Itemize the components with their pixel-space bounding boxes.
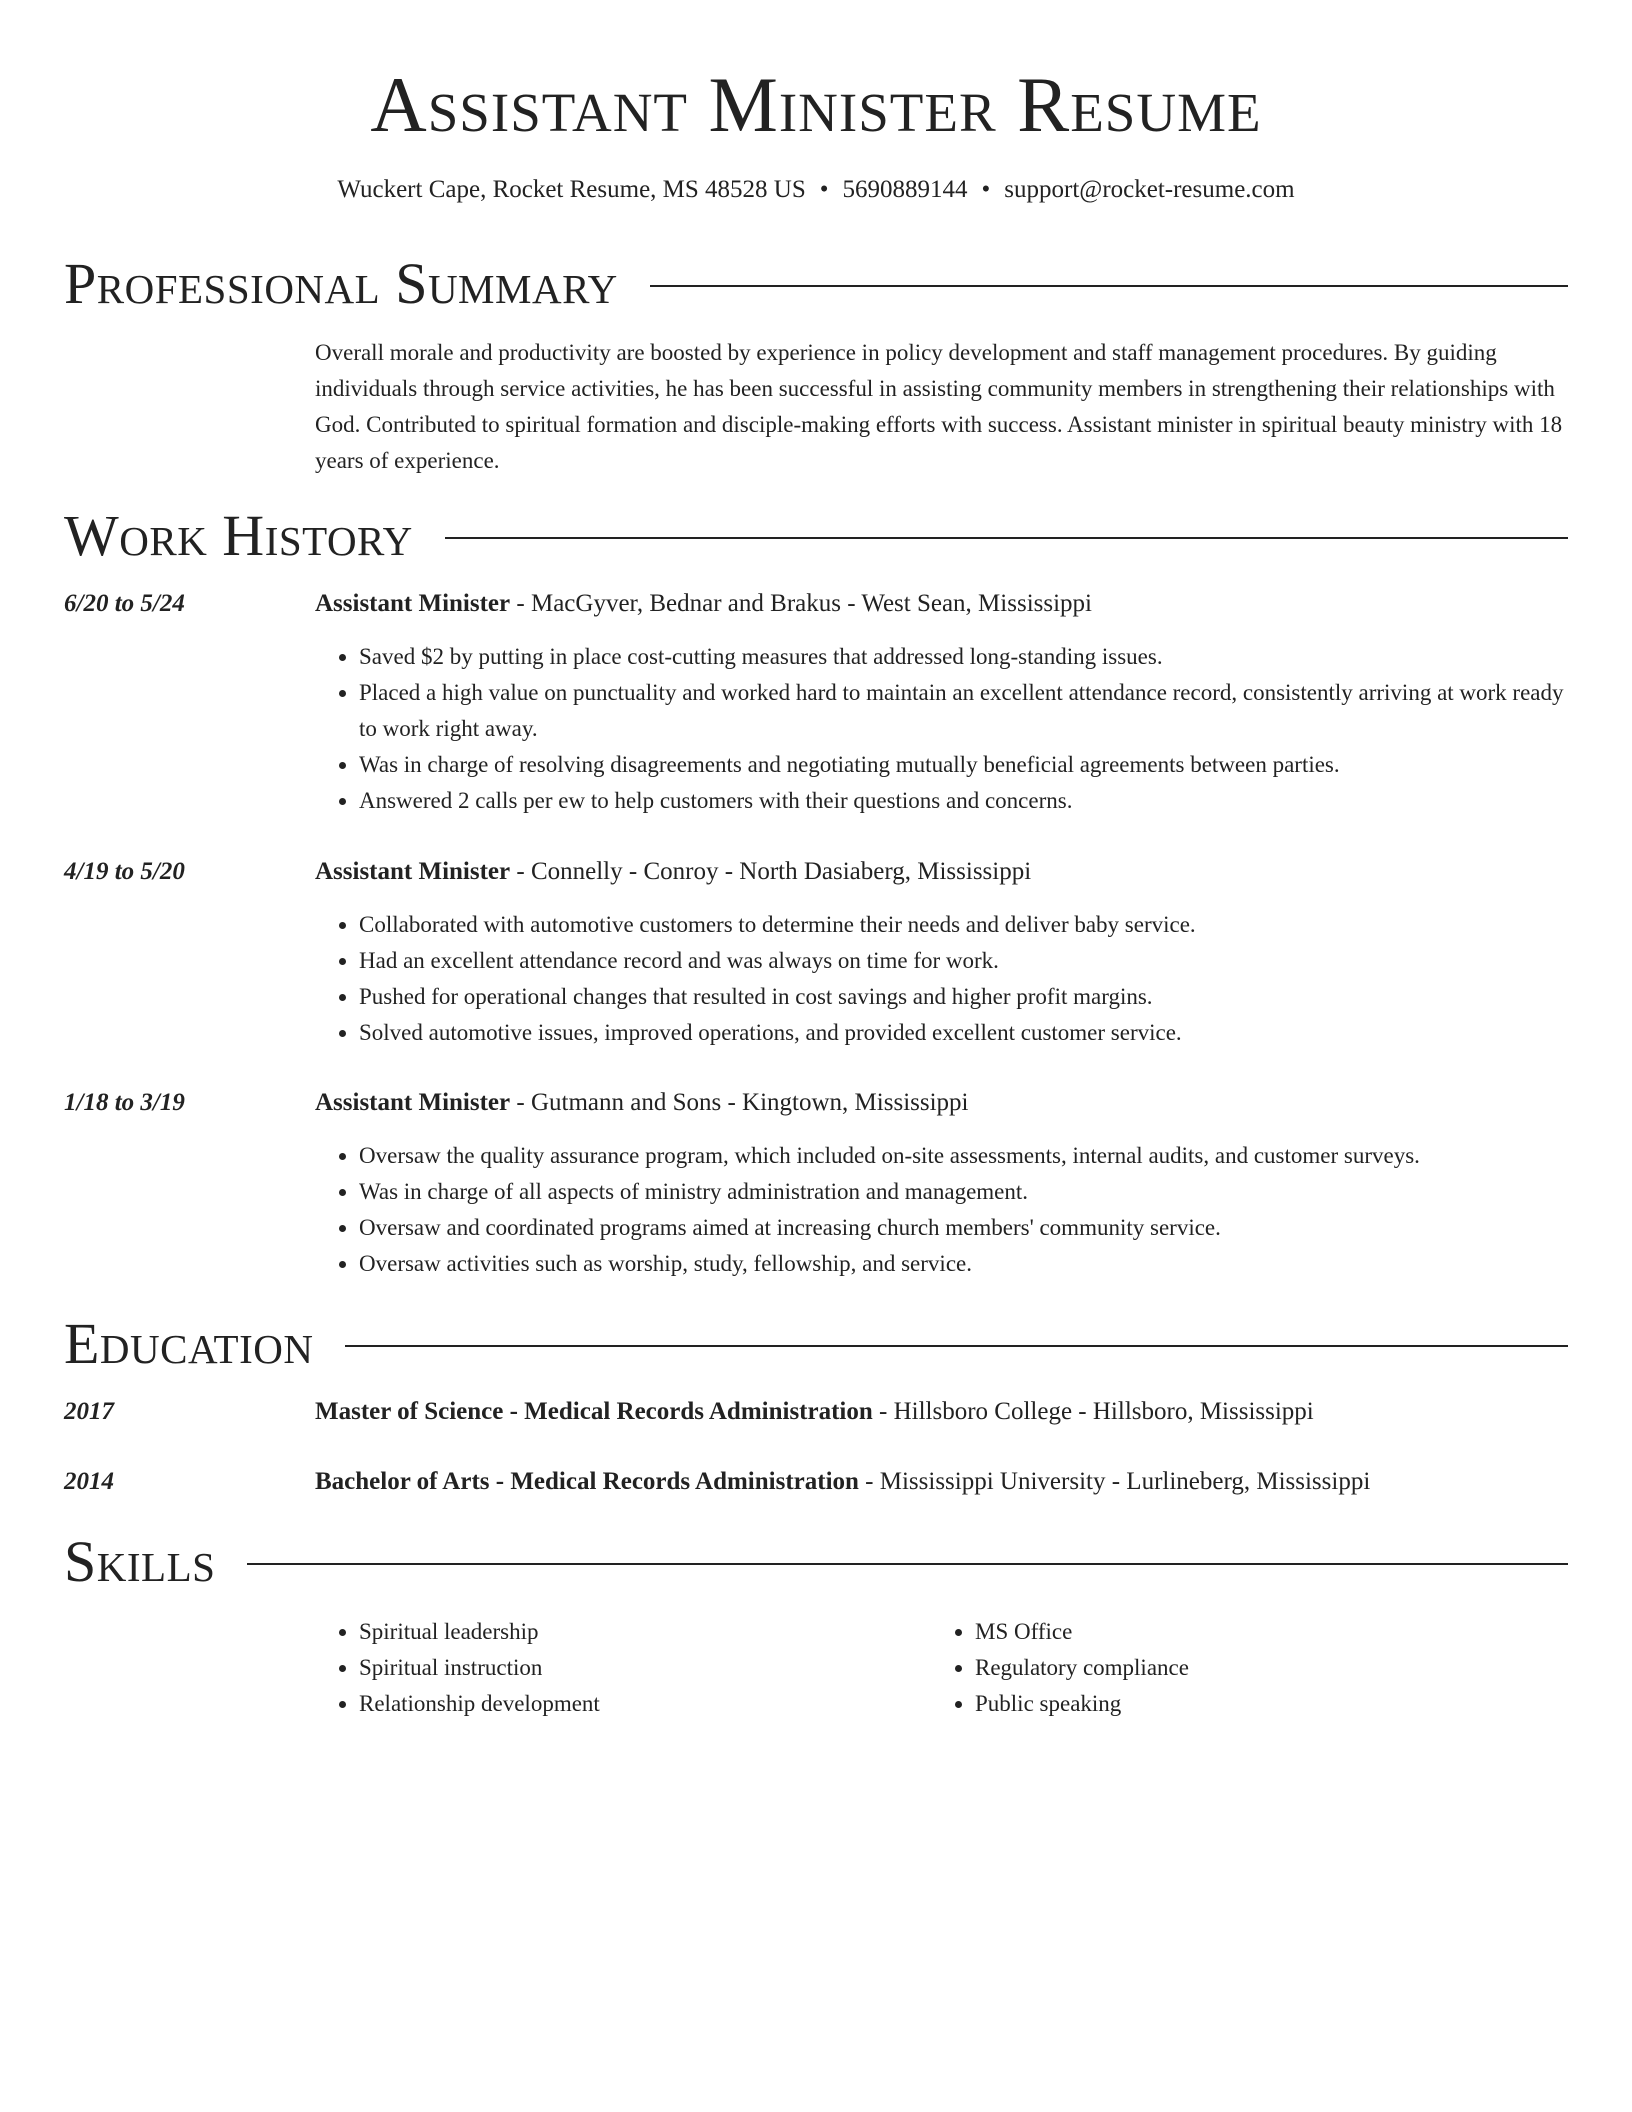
resume-header — [64, 0, 1568, 150]
job-employer: - MacGyver, Bednar and Brakus - West Sean, Mississippi — [510, 590, 1092, 617]
list-item: • Answered 2 calls per ew to help customers with their questions and concerns. — [359, 783, 1568, 819]
contact-phone: 5690889144 — [842, 176, 968, 203]
education-year: 2014 — [64, 1468, 114, 1495]
skills-list-right — [931, 1614, 1189, 1722]
summary-text: Overall morale and productivity are boosted by experience in policy development and staff management procedures. By guiding individuals through service activities, he has been successful in assisting community members in strengthening their relationships with God. Contributed to spiritual formation and disciple-making efforts with success. Assistant minister in spiritual beauty ministry with 18 years of experience. — [315, 340, 1563, 473]
resume-title: Assistant Minister Resume — [370, 61, 1262, 148]
section-title-work: Work History — [64, 503, 413, 568]
section-divider — [650, 285, 1568, 287]
skill-item: • Spiritual leadership — [359, 1614, 600, 1650]
job-employer: - Gutmann and Sons - Kingtown, Mississippi — [510, 1089, 969, 1116]
skill-item: • Spiritual instruction — [359, 1650, 600, 1686]
education-degree: Bachelor of Arts - Medical Records Administration — [315, 1468, 859, 1495]
section-divider — [445, 537, 1568, 539]
list-item: • Was in charge of all aspects of ministry administration and management. — [359, 1174, 1568, 1210]
skill-item: • Regulatory compliance — [975, 1650, 1189, 1686]
job-bullets — [315, 639, 1568, 819]
education-year: 2017 — [64, 1398, 114, 1425]
section-divider — [345, 1345, 1568, 1347]
job-employer: - Connelly - Conroy - North Dasiaberg, Mississippi — [510, 858, 1032, 885]
skill-item: • MS Office — [975, 1614, 1189, 1650]
contact-line — [64, 175, 1568, 205]
contact-address: Wuckert Cape, Rocket Resume, MS 48528 US — [337, 176, 806, 203]
contact-separator: • — [819, 176, 829, 203]
job-dates: 6/20 to 5/24 — [64, 590, 185, 617]
education-line — [315, 1396, 1314, 1428]
list-item: • Oversaw and coordinated programs aimed at increasing church members' community service. — [359, 1210, 1568, 1246]
list-item: • Pushed for operational changes that resulted in cost savings and higher profit margins. — [359, 979, 1568, 1015]
contact-separator: • — [981, 176, 991, 203]
list-item: • Placed a high value on punctuality and worked hard to maintain an excellent attendance record, consistently arriving at work ready to work right away. — [359, 675, 1568, 747]
job-dates: 4/19 to 5/20 — [64, 858, 185, 885]
education-degree: Master of Science - Medical Records Administration — [315, 1398, 873, 1425]
section-divider — [247, 1563, 1568, 1565]
section-header-work — [64, 504, 1568, 568]
section-title-skills: Skills — [64, 1529, 216, 1594]
list-item: • Collaborated with automotive customers to determine their needs and deliver baby service. — [359, 907, 1568, 943]
job-title: Assistant Minister — [315, 858, 511, 885]
list-item: • Had an excellent attendance record and was always on time for work. — [359, 943, 1568, 979]
job-title: Assistant Minister — [315, 1089, 511, 1116]
section-title-summary: Professional Summary — [64, 251, 618, 316]
contact-email: support@rocket-resume.com — [1004, 176, 1295, 203]
list-item: • Solved automotive issues, improved operations, and provided excellent customer service. — [359, 1015, 1568, 1051]
list-item: • Oversaw the quality assurance program, which included on-site assessments, internal audits, and customer surveys. — [359, 1138, 1568, 1174]
skills-list-left — [315, 1614, 600, 1722]
job-role-line — [315, 588, 1092, 620]
section-header-skills — [64, 1530, 1568, 1594]
education-line — [315, 1466, 1370, 1498]
job-role-line — [315, 1087, 969, 1119]
skill-item: • Public speaking — [975, 1686, 1189, 1722]
education-school: - Mississippi University - Lurlineberg, Mississippi — [858, 1468, 1371, 1495]
job-dates: 1/18 to 3/19 — [64, 1089, 185, 1116]
job-title: Assistant Minister — [315, 590, 511, 617]
list-item: • Oversaw activities such as worship, study, fellowship, and service. — [359, 1246, 1568, 1282]
skill-item: • Relationship development — [359, 1686, 600, 1722]
section-title-education: Education — [64, 1311, 314, 1376]
section-header-summary — [64, 252, 1568, 316]
job-bullets — [315, 907, 1568, 1051]
job-role-line — [315, 856, 1031, 888]
education-school: - Hillsboro College - Hillsboro, Mississippi — [872, 1398, 1314, 1425]
list-item: • Was in charge of resolving disagreements and negotiating mutually beneficial agreements between parties. — [359, 747, 1568, 783]
resume-page — [64, 0, 1568, 1716]
job-bullets — [315, 1138, 1568, 1282]
section-header-education — [64, 1312, 1568, 1376]
list-item: • Saved $2 by putting in place cost-cutting measures that addressed long-standing issues. — [359, 639, 1568, 675]
